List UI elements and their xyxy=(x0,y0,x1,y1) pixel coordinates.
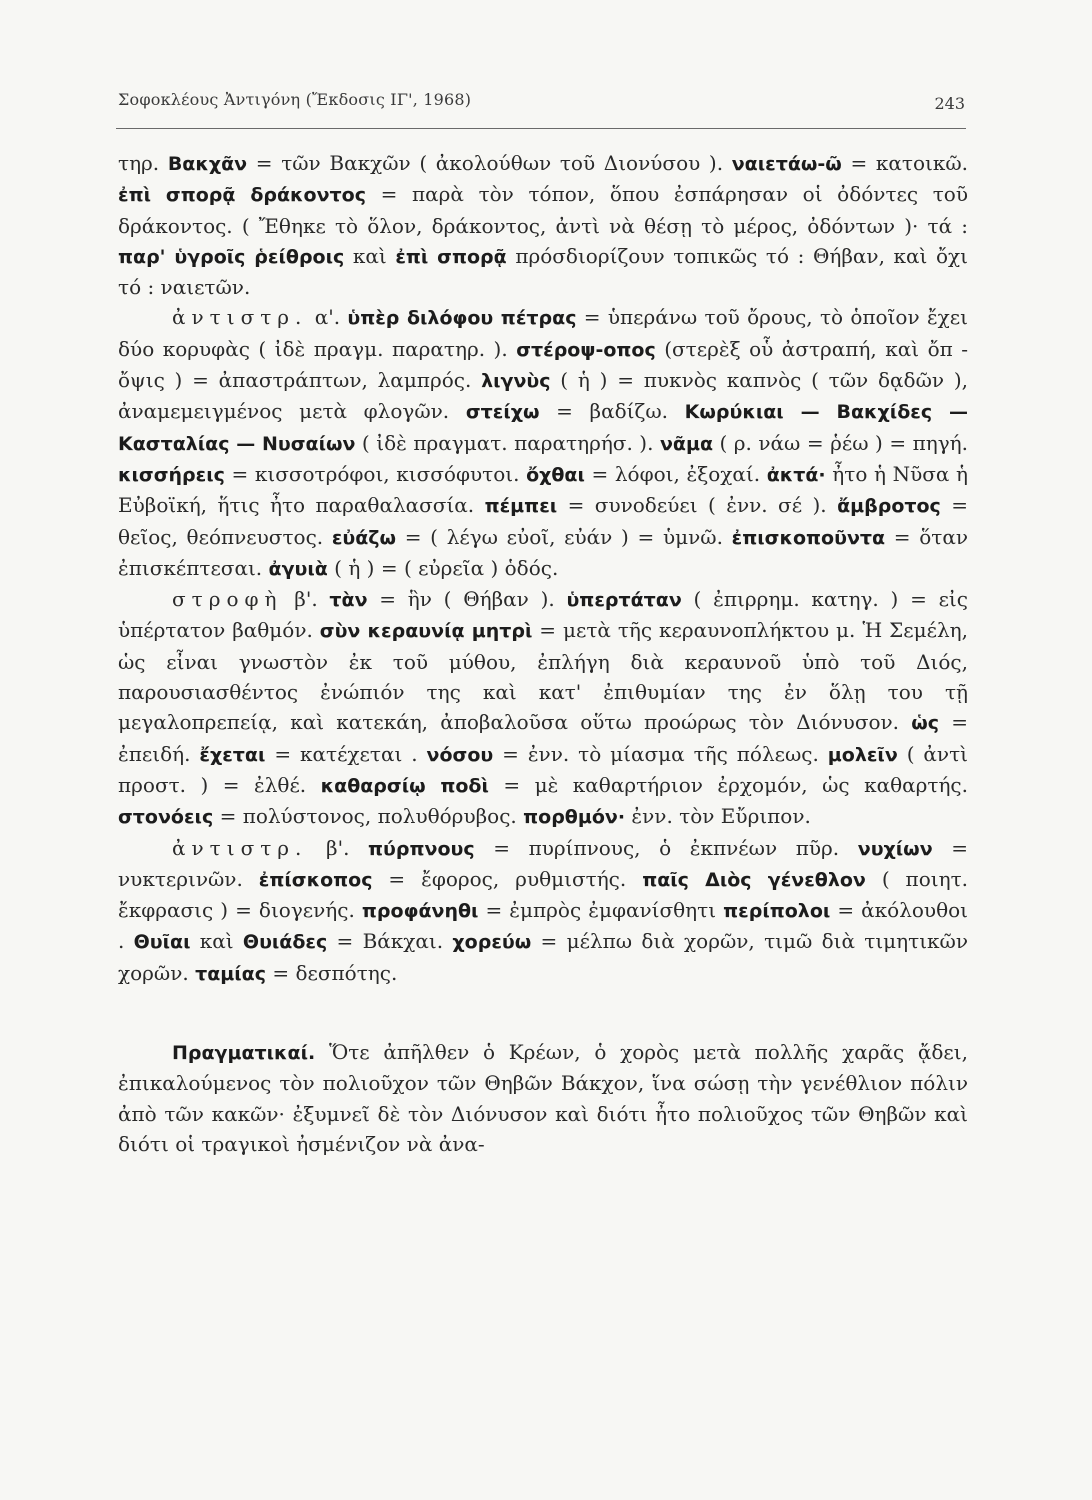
text: α'. xyxy=(307,305,348,330)
text: = τῶν Βακχῶν ( ἀκολούθων τοῦ Διονύσου ). xyxy=(247,151,732,175)
text: β'. xyxy=(282,587,330,612)
lemma: ἐπὶ σπορᾷ xyxy=(395,245,507,268)
paragraph-pragmatikai xyxy=(118,1037,968,1159)
text: ( ἐπιρρημ. κατηγ. ) = εἰς ὑπέρτατον βαθμόν. xyxy=(118,587,968,643)
section-marker: στροφὴ xyxy=(172,587,283,612)
lemma: ὑπερτάταν xyxy=(566,589,682,612)
paragraph-antistrophe-b xyxy=(118,833,968,989)
lemma: ὑπὲρ διλόφου πέτρας xyxy=(347,307,577,330)
lemma: χορεύω xyxy=(452,931,532,954)
lemma: περίπολοι xyxy=(723,900,831,923)
text: = θεῖος, θεόπνευστος. xyxy=(118,493,968,549)
text: β'. xyxy=(307,835,369,860)
lemma: προφάνηθι xyxy=(361,900,479,923)
lemma: ναιετάω-ῶ xyxy=(731,153,842,175)
lemma: νᾶμα xyxy=(659,432,713,455)
section-marker: ἀντιστρ. xyxy=(172,305,308,330)
header-rule xyxy=(116,128,966,129)
section-heading: Πραγματικαί. xyxy=(172,1042,316,1065)
text: = κισσοτρόφοι, κισσόφυτοι. xyxy=(224,461,527,486)
text: ( ρ. νάω = ῥέω ) = πηγή. xyxy=(713,430,968,455)
text: = βαδίζω. xyxy=(539,399,685,424)
running-header xyxy=(118,90,965,120)
lemma: Θυιάδες xyxy=(242,931,328,954)
lemma: στονόεις xyxy=(118,806,214,829)
lemma: στέροψ-οπος xyxy=(516,338,656,361)
text: = μέλπω διὰ χορῶν, τιμῶ διὰ τιμητικῶν χορῶν. xyxy=(118,929,969,985)
text: Ὅτε ἀπῆλθεν ὁ Κρέων, ὁ χορὸς μετὰ πολλῆς χαρᾶς ᾄδει, ἐπικαλούμενος τὸν πολιοῦχον τῶν Θηβῶν Βάκχον, ἵνα σώσῃ τὴν γενέθλιον πόλιν ἀπὸ τῶν κακῶν· ἐξυμνεῖ δὲ τὸν Διόνυσον καὶ διότι ἦτο πολιοῦχος τῶν Θηβῶν καὶ διότι οἱ τραγικοὶ ἠσμένιζον νὰ ἀνα- xyxy=(118,1040,968,1156)
text: = ὅταν ἐπισκέπτεσαι. xyxy=(118,524,969,580)
text: ( ἰδὲ πραγματ. παρατηρήσ. ). xyxy=(355,430,660,455)
lemma: ἀγυιὰ xyxy=(268,557,328,580)
lemma: σὺν κεραυνίᾳ μητρὶ xyxy=(319,620,533,643)
text: ( ἀντὶ προστ. ) = ἐλθέ. xyxy=(118,741,968,797)
lemma: πέμπει xyxy=(484,495,558,518)
text: = ἔφορος, ρυθμιστής. xyxy=(372,866,643,891)
text: = πολύστονος, πολυθόρυβος. xyxy=(213,804,524,829)
text: = ἐνν. τὸ μίασμα τῆς πόλεως. xyxy=(493,741,828,766)
text: καὶ xyxy=(344,243,396,268)
paragraph-antistrophe-a xyxy=(118,302,968,584)
text: = μὲ καθαρτήριον ἐρχομόν, ὡς καθαρτής. xyxy=(488,772,968,797)
lemma: ὄχθαι xyxy=(526,463,585,486)
text: ἐνν. τὸν Εὔριπον. xyxy=(625,804,811,829)
lemma: τὰν xyxy=(329,589,368,612)
text: ( ἡ ) = ( εὐρεῖα ) ὁδός. xyxy=(327,555,559,580)
lemma: νόσου xyxy=(426,743,494,766)
text: καὶ xyxy=(190,929,243,954)
text: = ἣν ( Θήβαν ). xyxy=(367,587,567,612)
text: ( ἡ ) = πυκνὸς καπνὸς ( τῶν δᾳδῶν ), ἀναμεμειγμένος μετὰ φλογῶν. xyxy=(118,368,968,424)
lemma: ἀκτά· xyxy=(766,463,826,486)
lemma: Βακχᾶν xyxy=(167,153,248,175)
section-marker: ἀντιστρ. xyxy=(172,835,308,860)
text: = συνοδεύει ( ἐνν. σέ ). xyxy=(557,493,838,518)
running-title: Σοφοκλέους Ἀντιγόνη (Ἔκδοσις ΙΓ', 1968) xyxy=(118,90,472,109)
lemma: Κωρύκιαι — Βακχίδες — Κασταλίας — Νυσαίων xyxy=(118,401,968,455)
text: ἦτο ἡ Νῦσα ἡ Εὐβοϊκή, ἥτις ἦτο παραθαλασσία. xyxy=(118,461,968,518)
lemma: καθαρσίῳ ποδὶ xyxy=(320,774,489,797)
text: = ἐπειδή. xyxy=(118,710,968,766)
text: = κατέχεται . xyxy=(265,741,427,766)
paragraph-strophe-b xyxy=(118,584,968,832)
lemma: παρ' ὑγροῖς ῥείθροις xyxy=(118,245,345,268)
text: = λόφοι, ἐξοχαί. xyxy=(584,461,767,486)
lemma: ὡς xyxy=(911,712,940,735)
lemma: πορθμόν· xyxy=(523,806,626,829)
lemma: ἐπίσκοπος xyxy=(258,868,373,891)
lemma: εὐάζω xyxy=(331,526,397,549)
lemma: μολεῖν xyxy=(827,743,898,766)
lemma: ἐπὶ σπορᾷ δράκοντος xyxy=(118,184,366,207)
text: = πυρίπνους, ὁ ἐκπνέων πῦρ. xyxy=(474,835,858,860)
text: = ( λέγω εὐοῖ, εὐάν ) = ὑμνῶ. xyxy=(396,524,732,549)
lemma: ἐπισκοποῦντα xyxy=(731,526,886,549)
lemma: παῖς Διὸς γένεθλον xyxy=(642,868,866,891)
paragraph-1 xyxy=(118,148,968,302)
lemma: ἄμβροτος xyxy=(837,495,941,518)
commentary-body xyxy=(118,148,968,1159)
text: = ἀκόλουθοι . xyxy=(118,898,968,954)
text: = μετὰ τῆς κεραυνοπλήκτου μ. Ἡ Σεμέλη, ὡς εἶναι γνωστὸν ἐκ τοῦ μύθου, ἐπλήγη διὰ κεραυνοῦ ὑπὸ τοῦ Διός, παρουσιασθέντος ἐνώπιόν της καὶ κατ' ἐπιθυμίαν της ἐν ὅλῃ του τῇ μεγαλοπρεπείᾳ, καὶ κατεκάη, ἀποβαλοῦσα οὕτω προώρως τὸν Διόνυσον. xyxy=(118,618,968,735)
lemma: ἔχεται xyxy=(199,743,266,766)
text: πρόσδιορίζουν τοπικῶς τό : Θήβαν, καὶ ὄχι τό : ναιετῶν. xyxy=(118,243,968,300)
text: = παρὰ τὸν τόπον, ὅπου ἐσπάρησαν οἱ ὀδόντες τοῦ δράκοντος. ( Ἔθηκε τὸ ὅλον, δράκοντος, ἀντὶ νὰ θέσῃ τὸ μέρος, ὀδόντων )· τά : xyxy=(118,182,968,238)
text: = ἐμπρὸς ἐμφανίσθητι xyxy=(478,898,724,923)
text: ( ποιητ. ἔκφρασις ) = διογενής. xyxy=(118,866,968,923)
lemma: λιγνὺς xyxy=(481,370,551,393)
text: = κατοικῶ. xyxy=(841,151,968,175)
text: = Βάκχαι. xyxy=(327,929,453,954)
lemma: νυχίων xyxy=(857,837,933,860)
text: (στερὲξ οὗ ἀστραπή, καὶ ὄπ - ὄψις ) = ἀπαστράπτων, λαμπρός. xyxy=(118,336,969,393)
page-number: 243 xyxy=(934,94,965,113)
lemma: Θυῖαι xyxy=(133,931,191,954)
lemma: κισσήρεις xyxy=(118,463,225,486)
text: = νυκτερινῶν. xyxy=(118,835,968,891)
text: = ὑπεράνω τοῦ ὄρους, τὸ ὁποῖον ἔχει δύο κορυφὰς ( ἰδὲ πραγμ. παρατηρ. ). xyxy=(118,305,968,361)
lemma: ταμίας xyxy=(195,962,266,985)
lemma: πύρπνους xyxy=(368,837,475,860)
text: = δεσπότης. xyxy=(266,960,398,985)
text: τηρ. xyxy=(118,151,168,175)
lemma: στείχω xyxy=(465,401,540,424)
